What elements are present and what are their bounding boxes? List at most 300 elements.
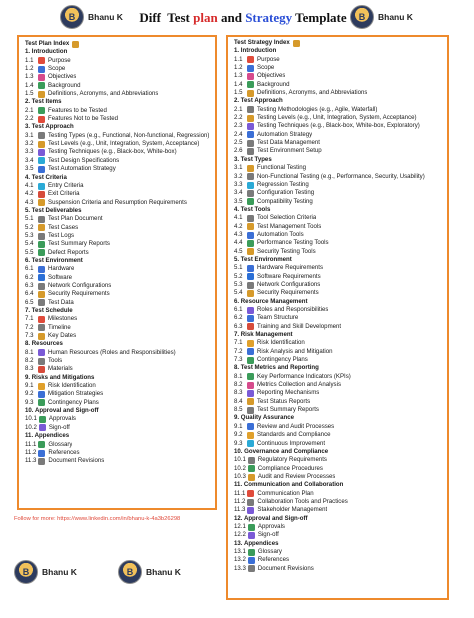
item-number: 1.1 bbox=[234, 55, 243, 63]
box-icon bbox=[38, 366, 45, 373]
item-label: Test Status Reports bbox=[257, 397, 311, 405]
item-number: 1.2 bbox=[234, 64, 243, 72]
item-number: 3.2 bbox=[25, 140, 34, 148]
index-item bbox=[25, 457, 209, 465]
index-item bbox=[234, 106, 441, 114]
item-number: 9.2 bbox=[25, 390, 34, 398]
title-part-3: Template bbox=[292, 10, 347, 25]
item-number: 7.2 bbox=[25, 323, 34, 331]
gear-icon bbox=[247, 173, 254, 180]
section-heading: 7. Test Schedule bbox=[25, 307, 73, 314]
check-icon bbox=[38, 107, 45, 114]
robot-icon bbox=[38, 166, 45, 173]
item-label: Test Management Tools bbox=[257, 222, 322, 230]
item-label: Network Configurations bbox=[257, 280, 321, 288]
item-number: 13.1 bbox=[234, 547, 246, 555]
item-number: 3.1 bbox=[25, 131, 34, 139]
item-label: Security Requirements bbox=[48, 290, 110, 298]
magnifier-icon bbox=[38, 66, 45, 73]
index-item bbox=[25, 441, 209, 449]
item-number: 11.1 bbox=[25, 440, 37, 448]
index-item bbox=[234, 473, 441, 481]
section-heading: 2. Test Approach bbox=[234, 97, 283, 105]
index-item bbox=[25, 299, 209, 307]
document-icon bbox=[248, 565, 255, 572]
item-label: Network Configurations bbox=[48, 281, 112, 289]
item-label: Purpose bbox=[48, 56, 71, 64]
item-label: Background bbox=[48, 81, 81, 89]
item-number: 2.2 bbox=[25, 115, 34, 123]
index-item bbox=[234, 122, 441, 130]
index-item bbox=[25, 324, 209, 332]
index-item bbox=[234, 81, 441, 89]
book-icon bbox=[38, 450, 45, 457]
item-number: 2.6 bbox=[234, 147, 243, 155]
chart-icon bbox=[38, 241, 45, 248]
plan-icon bbox=[247, 357, 254, 364]
item-label: Testing Techniques (e.g., Black-box, White-box, Exploratory) bbox=[257, 122, 420, 130]
item-number: 7.1 bbox=[234, 339, 243, 347]
notepad-icon bbox=[293, 40, 300, 47]
index-item bbox=[234, 506, 441, 514]
index-item bbox=[234, 72, 441, 80]
section-heading: 5. Test Environment bbox=[234, 255, 292, 263]
index-item bbox=[25, 415, 209, 423]
index-item bbox=[25, 140, 209, 148]
regression-icon bbox=[247, 440, 254, 447]
item-number: 1.5 bbox=[234, 89, 243, 97]
clipboard-icon bbox=[38, 224, 45, 231]
item-label: Software bbox=[48, 273, 73, 281]
item-number: 7.3 bbox=[25, 332, 34, 340]
title-strategy-word: Strategy bbox=[245, 10, 293, 25]
item-number: 10.1 bbox=[234, 456, 246, 464]
item-label: Test Levels (e.g., Unit, Integration, System, Acceptance) bbox=[48, 140, 200, 148]
item-label: Defect Reports bbox=[48, 248, 89, 256]
section-heading: 3. Test Types bbox=[234, 155, 272, 163]
target-icon bbox=[247, 73, 254, 80]
magnifier-icon bbox=[247, 65, 254, 72]
item-label: Background bbox=[257, 80, 290, 88]
item-label: Milestones bbox=[48, 315, 78, 323]
index-item bbox=[25, 165, 209, 173]
item-number: 12.1 bbox=[234, 522, 246, 530]
wrench-icon bbox=[38, 358, 45, 365]
index-item bbox=[234, 306, 441, 314]
item-number: 13.2 bbox=[234, 556, 246, 564]
index-item bbox=[25, 390, 209, 398]
item-number: 1.4 bbox=[25, 81, 34, 89]
item-label: Collaboration Tools and Practices bbox=[257, 497, 348, 505]
follow-link[interactable]: Follow for more: https://www.linkedin.com/in/bhanu-k-4a3b26298 bbox=[14, 516, 181, 522]
item-number: 5.5 bbox=[25, 248, 34, 256]
item-label: Timeline bbox=[48, 323, 71, 331]
index-item bbox=[25, 424, 209, 432]
item-label: Testing Methodologies (e.g., Agile, Waterfall) bbox=[257, 105, 378, 113]
item-label: Review and Audit Processes bbox=[257, 422, 335, 430]
log-icon bbox=[38, 233, 45, 240]
item-number: 9.1 bbox=[25, 382, 34, 390]
index-item bbox=[234, 189, 441, 197]
target-icon bbox=[38, 57, 45, 64]
index-item bbox=[25, 90, 209, 98]
item-label: Test Summary Reports bbox=[257, 406, 319, 414]
item-number: 6.1 bbox=[25, 265, 34, 273]
ruler-icon bbox=[247, 115, 254, 122]
item-number: 6.3 bbox=[234, 322, 243, 330]
index-item bbox=[234, 264, 441, 272]
index-item bbox=[25, 132, 209, 140]
item-label: Approvals bbox=[48, 415, 76, 423]
index-item bbox=[234, 89, 441, 97]
index-item bbox=[25, 315, 209, 323]
robot-icon bbox=[247, 232, 254, 239]
book-icon bbox=[248, 549, 255, 556]
hardware-icon bbox=[247, 265, 254, 272]
page-title bbox=[118, 10, 368, 26]
item-number: 8.1 bbox=[234, 372, 243, 380]
item-number: 12.2 bbox=[234, 531, 246, 539]
item-label: Scope bbox=[257, 64, 275, 72]
item-number: 6.2 bbox=[25, 273, 34, 281]
book-icon bbox=[38, 441, 45, 448]
chart-icon bbox=[247, 240, 254, 247]
brand-name: Bhanu K bbox=[42, 567, 77, 577]
item-number: 4.5 bbox=[234, 247, 243, 255]
item-number: 9.1 bbox=[234, 422, 243, 430]
shield-icon bbox=[38, 391, 45, 398]
item-label: Suspension Criteria and Resumption Requirements bbox=[48, 198, 187, 206]
check-icon bbox=[39, 416, 46, 423]
item-label: Risk Identification bbox=[257, 339, 305, 347]
item-number: 11.1 bbox=[234, 489, 246, 497]
lock-icon bbox=[38, 291, 45, 298]
index-item bbox=[234, 565, 441, 573]
title-part-1: Diff Test bbox=[139, 10, 194, 25]
item-number: 4.1 bbox=[234, 214, 243, 222]
item-label: Sign-off bbox=[48, 423, 70, 431]
item-number: 13.3 bbox=[234, 564, 246, 572]
item-number: 2.5 bbox=[234, 139, 243, 147]
item-number: 4.1 bbox=[25, 181, 34, 189]
test-plan-index-panel bbox=[17, 35, 217, 510]
exit-icon bbox=[38, 191, 45, 198]
section-heading: 1. Introduction bbox=[25, 48, 68, 56]
title-plan-word: plan bbox=[193, 10, 218, 25]
item-label: Test Data bbox=[48, 298, 74, 306]
item-label: Compatibility Testing bbox=[257, 197, 313, 205]
index-item bbox=[25, 190, 209, 198]
people-icon bbox=[247, 315, 254, 322]
design-icon bbox=[38, 157, 45, 164]
index-item bbox=[234, 323, 441, 331]
index-item bbox=[234, 339, 441, 347]
index-item bbox=[25, 332, 209, 340]
index-item bbox=[234, 556, 441, 564]
tools-icon bbox=[247, 215, 254, 222]
item-number: 3.3 bbox=[234, 180, 243, 188]
item-number: 1.2 bbox=[25, 65, 34, 73]
item-number: 5.4 bbox=[25, 240, 34, 248]
item-label: Features Not to be Tested bbox=[48, 115, 119, 123]
item-number: 5.1 bbox=[234, 264, 243, 272]
item-label: Purpose bbox=[257, 55, 280, 63]
title-part-2: and bbox=[217, 10, 246, 25]
item-number: 6.5 bbox=[25, 298, 34, 306]
index-item bbox=[234, 440, 441, 448]
regression-icon bbox=[247, 182, 254, 189]
target-icon bbox=[247, 56, 254, 63]
item-number: 11.2 bbox=[234, 497, 246, 505]
plan-icon bbox=[38, 399, 45, 406]
index-item bbox=[25, 240, 209, 248]
item-number: 2.1 bbox=[25, 106, 34, 114]
item-number: 6.1 bbox=[234, 306, 243, 313]
item-label: Test Cases bbox=[48, 223, 79, 231]
chart-icon bbox=[247, 382, 254, 389]
section-heading: 12. Approval and Sign-off bbox=[234, 514, 308, 522]
index-item bbox=[25, 357, 209, 365]
index-item bbox=[234, 314, 441, 322]
school-icon bbox=[247, 323, 254, 330]
item-number: 11.3 bbox=[234, 506, 246, 514]
item-label: Exit Criteria bbox=[48, 190, 80, 198]
index-item bbox=[25, 182, 209, 190]
section-heading: 6. Test Environment bbox=[25, 256, 83, 264]
index-item bbox=[234, 164, 441, 172]
clipboard-icon bbox=[247, 398, 254, 405]
item-number: 4.2 bbox=[234, 222, 243, 230]
brand-right bbox=[350, 5, 413, 29]
item-number: 5.2 bbox=[25, 223, 34, 231]
section-heading: 13. Appendices bbox=[234, 539, 279, 547]
index-item bbox=[25, 265, 209, 273]
index-item bbox=[234, 348, 441, 356]
item-label: Functional Testing bbox=[257, 164, 307, 172]
index-item bbox=[25, 349, 209, 357]
index-item bbox=[234, 131, 441, 139]
index-item bbox=[234, 231, 441, 239]
item-label: Testing Levels (e.g., Unit, Integration, System, Acceptance) bbox=[257, 114, 417, 122]
document-icon bbox=[38, 458, 45, 465]
item-label: Tool Selection Criteria bbox=[257, 214, 317, 222]
test-strategy-index-list bbox=[234, 47, 441, 573]
test-plan-index-title bbox=[25, 40, 209, 48]
megaphone-icon bbox=[247, 490, 254, 497]
index-item bbox=[25, 199, 209, 207]
item-number: 1.3 bbox=[234, 72, 243, 80]
index-item bbox=[234, 423, 441, 431]
item-label: Definitions, Acronyms, and Abbreviations bbox=[48, 90, 159, 98]
cross-icon bbox=[38, 116, 45, 123]
footer-brand-right bbox=[118, 560, 181, 584]
item-number: 5.4 bbox=[234, 289, 243, 297]
item-number: 3.5 bbox=[25, 165, 34, 173]
section-heading: 1. Introduction bbox=[234, 47, 277, 55]
item-number: 2.1 bbox=[234, 105, 243, 113]
item-label: Configuration Testing bbox=[257, 189, 315, 197]
index-item bbox=[234, 456, 441, 464]
database-icon bbox=[247, 140, 254, 147]
section-heading: 9. Risks and Mitigations bbox=[25, 373, 95, 381]
index-item bbox=[25, 115, 209, 123]
tools-icon bbox=[247, 123, 254, 130]
item-number: 3.2 bbox=[234, 172, 243, 180]
target-icon bbox=[38, 74, 45, 81]
item-label: Test Plan Document bbox=[48, 215, 103, 223]
item-label: Objectives bbox=[257, 72, 286, 80]
item-number: 9.3 bbox=[25, 398, 34, 406]
item-label: Sign-off bbox=[257, 531, 279, 539]
brand-logo-icon: B bbox=[14, 560, 38, 584]
item-number: 11.3 bbox=[25, 457, 37, 465]
brand-name: Bhanu K bbox=[88, 12, 123, 22]
section-heading: 8. Test Metrics and Reporting bbox=[234, 364, 319, 372]
clock-icon bbox=[38, 324, 45, 331]
index-item bbox=[25, 365, 209, 373]
test-plan-index-list bbox=[25, 48, 209, 465]
item-number: 3.5 bbox=[234, 197, 243, 205]
item-label: Regulatory Requirements bbox=[257, 456, 327, 464]
item-number: 8.2 bbox=[234, 381, 243, 389]
item-number: 10.2 bbox=[25, 423, 37, 431]
test-strategy-index-title bbox=[234, 39, 441, 47]
item-number: 3.1 bbox=[234, 164, 243, 172]
page-header bbox=[0, 0, 474, 34]
item-label: Test Summary Reports bbox=[48, 240, 110, 248]
shield-icon bbox=[247, 348, 254, 355]
item-label: Audit and Review Processes bbox=[257, 472, 336, 480]
section-heading: 11. Appendices bbox=[25, 432, 70, 440]
link-icon bbox=[247, 198, 254, 205]
item-label: Security Testing Tools bbox=[257, 247, 316, 255]
warning-icon bbox=[38, 383, 45, 390]
item-number: 5.2 bbox=[234, 272, 243, 280]
index-item bbox=[234, 273, 441, 281]
item-label: Materials bbox=[48, 365, 73, 373]
gear-icon bbox=[247, 148, 254, 155]
index-item bbox=[234, 548, 441, 556]
item-label: Performance Testing Tools bbox=[257, 239, 329, 247]
item-number: 2.4 bbox=[234, 130, 243, 138]
index-item bbox=[234, 406, 441, 414]
index-item bbox=[25, 449, 209, 457]
item-label: Approvals bbox=[257, 522, 285, 530]
section-heading: 11. Communication and Collaboration bbox=[234, 481, 344, 489]
item-number: 8.5 bbox=[234, 406, 243, 414]
index-item bbox=[25, 65, 209, 73]
item-number: 6.4 bbox=[25, 290, 34, 298]
book-icon bbox=[38, 91, 45, 98]
item-number: 7.3 bbox=[234, 356, 243, 364]
item-label: Scope bbox=[48, 65, 66, 73]
item-number: 8.3 bbox=[25, 365, 34, 373]
item-label: Tools bbox=[48, 357, 63, 365]
item-number: 4.3 bbox=[25, 198, 34, 206]
item-label: Key Dates bbox=[48, 332, 77, 340]
index-item bbox=[234, 356, 441, 364]
section-heading: 4. Test Tools bbox=[234, 205, 271, 213]
item-label: Hardware bbox=[48, 265, 75, 273]
pause-icon bbox=[38, 199, 45, 206]
item-label: Compliance Procedures bbox=[257, 464, 323, 472]
index-item bbox=[25, 82, 209, 90]
section-heading: 10. Approval and Sign-off bbox=[25, 407, 99, 415]
brand-logo-icon: B bbox=[118, 560, 142, 584]
hourglass-icon bbox=[38, 333, 45, 340]
index-item bbox=[25, 73, 209, 81]
item-label: Risk Identification bbox=[48, 382, 96, 390]
item-number: 7.2 bbox=[234, 347, 243, 355]
check-icon bbox=[247, 165, 254, 172]
item-number: 11.2 bbox=[25, 448, 37, 456]
network-icon bbox=[38, 283, 45, 290]
item-number: 3.4 bbox=[25, 156, 34, 164]
index-item bbox=[25, 249, 209, 257]
link-icon bbox=[247, 499, 254, 506]
item-number: 5.3 bbox=[25, 231, 34, 239]
people-icon bbox=[38, 349, 45, 356]
item-number: 4.3 bbox=[234, 230, 243, 238]
index-item bbox=[234, 498, 441, 506]
index-item bbox=[234, 281, 441, 289]
index-item bbox=[234, 173, 441, 181]
ruler-icon bbox=[38, 141, 45, 148]
book-icon bbox=[247, 90, 254, 97]
network-icon bbox=[247, 282, 254, 289]
index-item bbox=[234, 181, 441, 189]
index-item bbox=[234, 531, 441, 539]
item-label: Continuous Improvement bbox=[257, 439, 326, 447]
item-label: Roles and Responsibilities bbox=[257, 306, 329, 313]
item-number: 9.2 bbox=[234, 431, 243, 439]
item-number: 1.1 bbox=[25, 56, 34, 64]
index-item bbox=[25, 224, 209, 232]
item-number: 5.3 bbox=[234, 280, 243, 288]
item-label: Definitions, Acronyms, and Abbreviations bbox=[257, 89, 368, 97]
database-icon bbox=[38, 299, 45, 306]
index-item bbox=[234, 490, 441, 498]
item-label: Metrics Collection and Analysis bbox=[257, 381, 341, 389]
item-label: Glossary bbox=[257, 547, 282, 555]
tools-icon bbox=[38, 132, 45, 139]
item-label: Communication Plan bbox=[257, 489, 314, 497]
footer-brand-left bbox=[14, 560, 77, 584]
item-label: Automation Strategy bbox=[257, 130, 313, 138]
tools-icon bbox=[38, 149, 45, 156]
item-label: Test Design Specifications bbox=[48, 156, 120, 164]
software-icon bbox=[38, 274, 45, 281]
item-label: Reporting Mechanisms bbox=[257, 389, 320, 397]
section-heading: 4. Test Criteria bbox=[25, 173, 67, 181]
item-label: Key Performance Indicators (KPIs) bbox=[257, 372, 351, 380]
index-item bbox=[25, 274, 209, 282]
pen-icon bbox=[247, 390, 254, 397]
lock-icon bbox=[247, 248, 254, 255]
item-number: 4.2 bbox=[25, 190, 34, 198]
item-label: Test Logs bbox=[48, 231, 75, 239]
book-icon bbox=[38, 82, 45, 89]
item-label: Training and Skill Development bbox=[257, 322, 342, 330]
item-label: Testing Techniques (e.g., Black-box, White-box) bbox=[48, 148, 177, 156]
index-item bbox=[234, 398, 441, 406]
item-label: Human Resources (Roles and Responsibilities) bbox=[48, 348, 176, 356]
index-item bbox=[234, 223, 441, 231]
chart-icon bbox=[247, 373, 254, 380]
section-heading: 8. Resources bbox=[25, 340, 63, 348]
item-label: Test Environment Setup bbox=[257, 147, 322, 155]
pen-icon bbox=[248, 532, 255, 539]
